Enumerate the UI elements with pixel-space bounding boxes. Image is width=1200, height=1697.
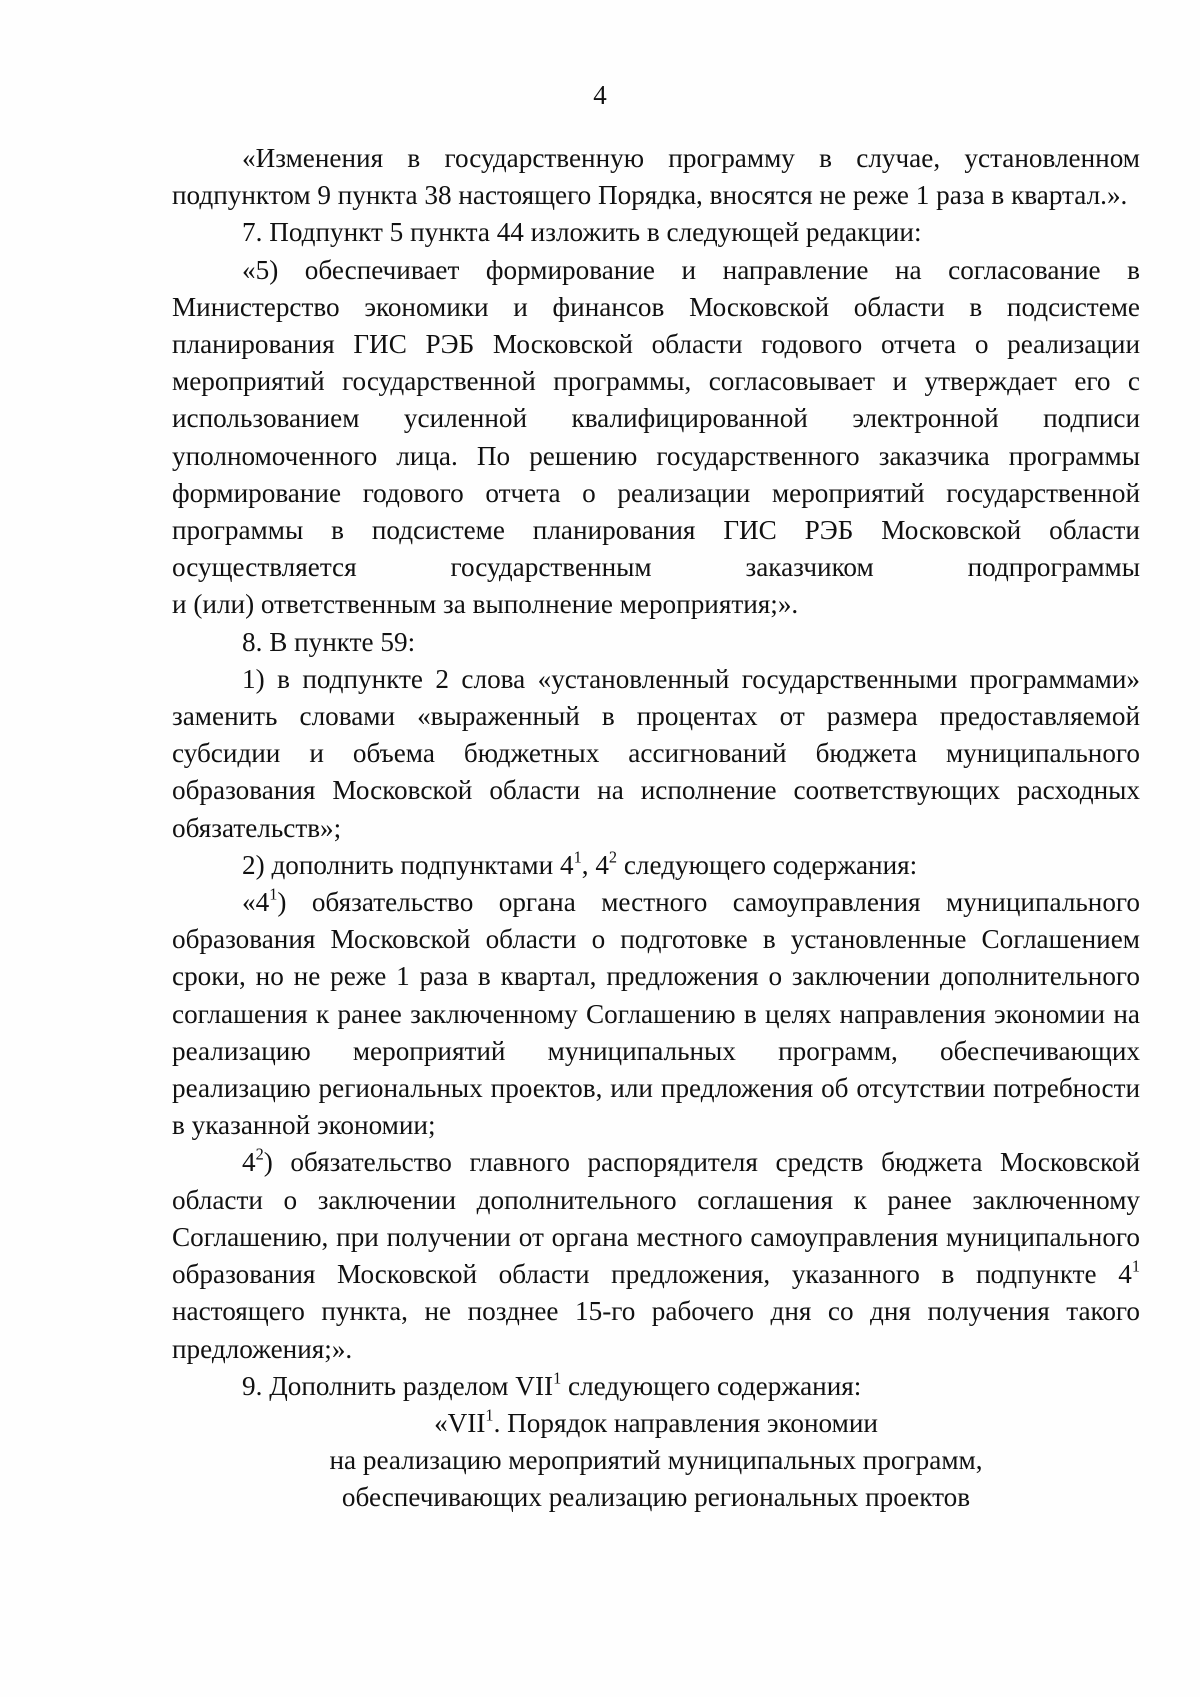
document-body bbox=[172, 140, 1140, 1517]
superscript: 2 bbox=[608, 847, 618, 867]
paragraph-subitem-5-end: и (или) ответственным за выполнение мероприятия;». bbox=[172, 589, 799, 620]
superscript: 1 bbox=[573, 847, 582, 867]
text-run: 4 bbox=[242, 1147, 256, 1178]
text-run: «4 bbox=[242, 887, 270, 918]
text-run: 2) дополнить подпунктами 4 bbox=[242, 849, 574, 880]
paragraph-item-7: 7. Подпункт 5 пункта 44 изложить в следующей редакции: bbox=[242, 217, 922, 248]
section-heading-line-2: на реализацию мероприятий муниципальных программ, bbox=[329, 1445, 983, 1476]
superscript: 1 bbox=[553, 1368, 562, 1388]
section-heading-line-3: обеспечивающих реализацию региональных проектов bbox=[341, 1482, 971, 1513]
text-run: , 4 bbox=[581, 849, 609, 880]
paragraph-quote-changes: «Изменения в государственную программу в случае, установленном подпунктом 9 пункта 38 настоящего Порядка, вносятся не реже 1 раза в квартал.». bbox=[172, 143, 1140, 211]
page-number: 4 bbox=[593, 80, 607, 110]
text-run: следующего содержания: bbox=[617, 849, 918, 880]
text-run: следующего содержания: bbox=[561, 1370, 862, 1401]
paragraph-subitem-5: «5) обеспечивает формирование и направление на согласование в Министерство экономики и финансов Московской области в подсистеме планирования ГИС РЭБ Московской области годового отчета о реализации мероприятий государственной программы, согласовывает и утверждает его с использованием усиленной квалифицированной электронной подписи уполномоченного лица. По решению государственного заказчика программы формирование годового отчета о реализации мероприятий государственной программы в подсистеме планирования ГИС РЭБ Московской области осуществляется государственным заказчиком подпрограммы bbox=[172, 254, 1140, 583]
section-heading-line-1 bbox=[172, 1405, 1140, 1442]
text-run: настоящего пункта, не позднее 15-го рабочего дня со дня получения такого предложения;». bbox=[172, 1296, 1140, 1364]
paragraph-item-8-2 bbox=[172, 847, 1140, 884]
text-run: ) обязательство органа местного самоуправления муниципального образования Московской области о подготовке в установленные Соглашением сроки, но не реже 1 раза в квартал, предложения о заключении дополнительного соглашения к ранее заключенному Соглашению в целях направления экономии на реализацию мероприятий муниципальных программ, обеспечивающих реализацию региональных проектов, или предложения об отсутствии потребности в указанной экономии; bbox=[172, 887, 1140, 1141]
superscript: 1 bbox=[1131, 1256, 1140, 1276]
superscript: 1 bbox=[485, 1405, 494, 1425]
paragraph-item-8-1: 1) в подпункте 2 слова «установленный государственными программами» заменить словами «выраженный в процентах от размера предоставляемой субсидии и объема бюджетных ассигнований бюджета муниципального образования Московской области на исполнение соответствующих расходных обязательств»; bbox=[172, 663, 1140, 843]
paragraph-item-8: 8. В пункте 59: bbox=[242, 626, 416, 657]
superscript: 2 bbox=[255, 1145, 264, 1165]
text-run: . Порядок направления экономии bbox=[493, 1407, 878, 1438]
text-run: 9. Дополнить разделом VII bbox=[242, 1370, 554, 1401]
paragraph-item-9 bbox=[172, 1368, 1140, 1405]
text-run: ) обязательство главного распорядителя средств бюджета Московской области о заключении дополнительного соглашения к ранее заключенному Соглашению, при получении от органа местного самоуправления муниципального образования Московской области предложения, указанного в подпункте 4 bbox=[172, 1147, 1140, 1290]
paragraph-subitem-4-2 bbox=[172, 1144, 1140, 1367]
paragraph-subitem-4-1 bbox=[172, 884, 1140, 1144]
superscript: 1 bbox=[269, 884, 278, 904]
text-run: «VII bbox=[434, 1407, 486, 1438]
